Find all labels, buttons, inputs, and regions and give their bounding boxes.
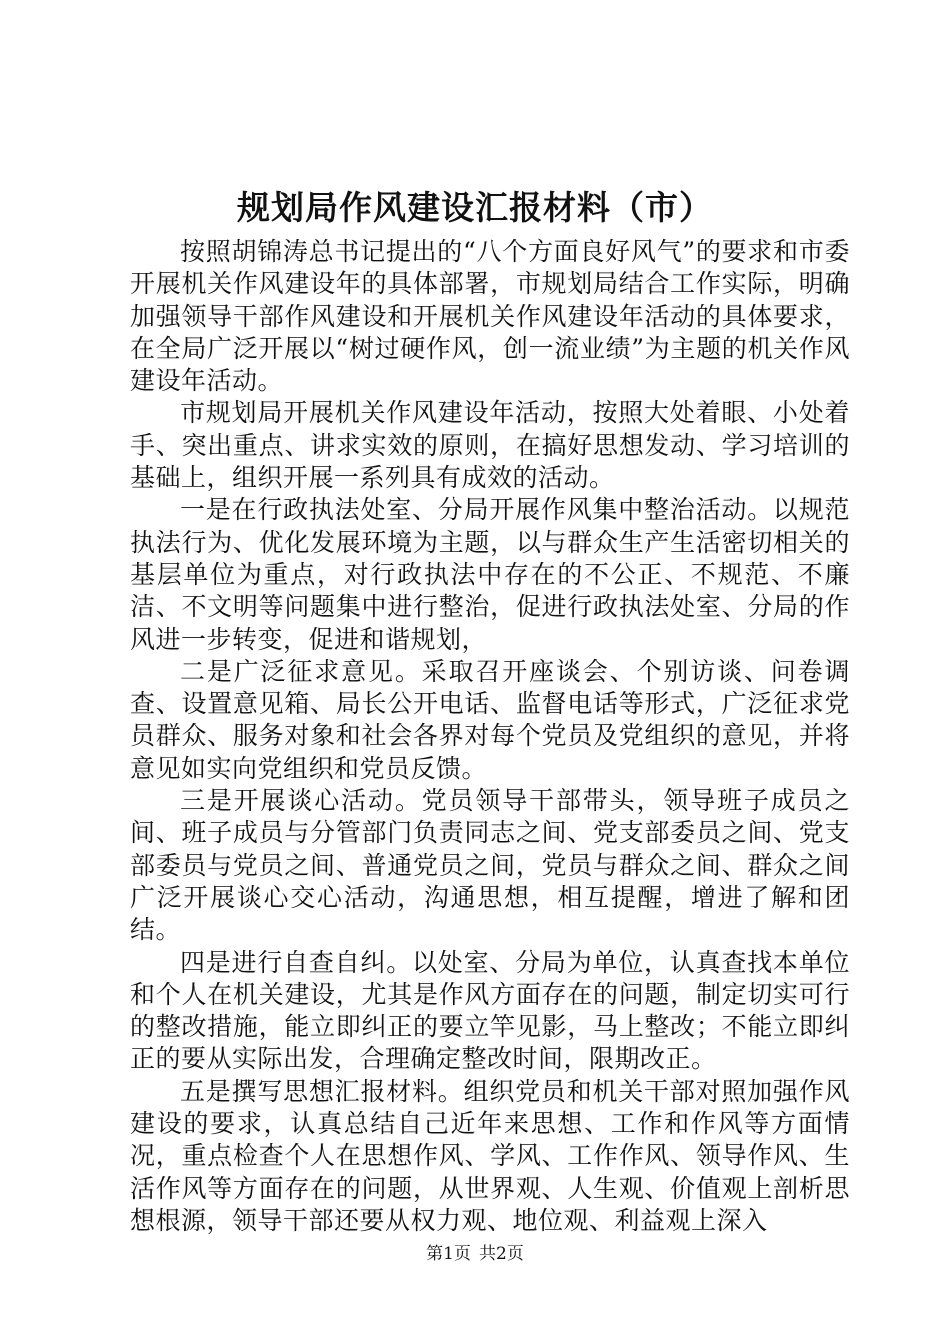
paragraph-item-3: 三是开展谈心活动。党员领导干部带头，领导班子成员之间、班子成员与分管部门负责同志之间、党支部委员之间、党支部委员与党员之间、普通党员之间，党员与群众之间、群众之间广泛开展谈心交心活动，沟通思想，相互提醒，增进了解和团结。 <box>130 786 850 945</box>
paragraph-item-5: 五是撰写思想汇报材料。组织党员和机关干部对照加强作风建设的要求，认真总结自己近年来思想、工作和作风等方面情况，重点检查个人在思想作风、学风、工作作风、领导作风、生活作风等方面存在的问题，从世界观、人生观、价值观上剖析思想根源，领导干部还要从权力观、地位观、利益观上深入 <box>130 1076 850 1235</box>
document-body <box>130 236 850 1237</box>
page-footer <box>0 1242 950 1266</box>
document-title: 规划局作风建设汇报材料（市） <box>237 188 713 227</box>
page-total: 共2页 <box>479 1244 524 1264</box>
paragraph-overview: 市规划局开展机关作风建设年活动，按照大处着眼、小处着手、突出重点、讲求实效的原则，在搞好思想发动、学习培训的基础上，组织开展一系列具有成效的活动。 <box>130 398 850 493</box>
page-number: 第1页 <box>426 1244 471 1264</box>
paragraph-item-2: 二是广泛征求意见。采取召开座谈会、个别访谈、问卷调查、设置意见箱、局长公开电话、监督电话等形式，广泛征求党员群众、服务对象和社会各界对每个党员及党组织的意见，并将意见如实向党组织和党员反馈。 <box>130 656 850 783</box>
paragraph-item-4: 四是进行自查自纠。以处室、分局为单位，认真查找本单位和个人在机关建设，尤其是作风方面存在的问题，制定切实可行的整改措施，能立即纠正的要立竿见影，马上整改；不能立即纠正的要从实际出发，合理确定整改时间，限期改正。 <box>130 947 850 1074</box>
paragraph-intro: 按照胡锦涛总书记提出的“八个方面良好风气”的要求和市委开展机关作风建设年的具体部署，市规划局结合工作实际，明确加强领导干部作风建设和开展机关作风建设年活动的具体要求，在全局广泛开展以“树过硬作风，创一流业绩”为主题的机关作风建设年活动。 <box>130 237 850 396</box>
paragraph-item-1: 一是在行政执法处室、分局开展作风集中整治活动。以规范执法行为、优化发展环境为主题，以与群众生产生活密切相关的基层单位为重点，对行政执法中存在的不公正、不规范、不廉洁、不文明等问题集中进行整治，促进行政执法处室、分局的作风进一步转变，促进和谐规划， <box>130 495 850 654</box>
